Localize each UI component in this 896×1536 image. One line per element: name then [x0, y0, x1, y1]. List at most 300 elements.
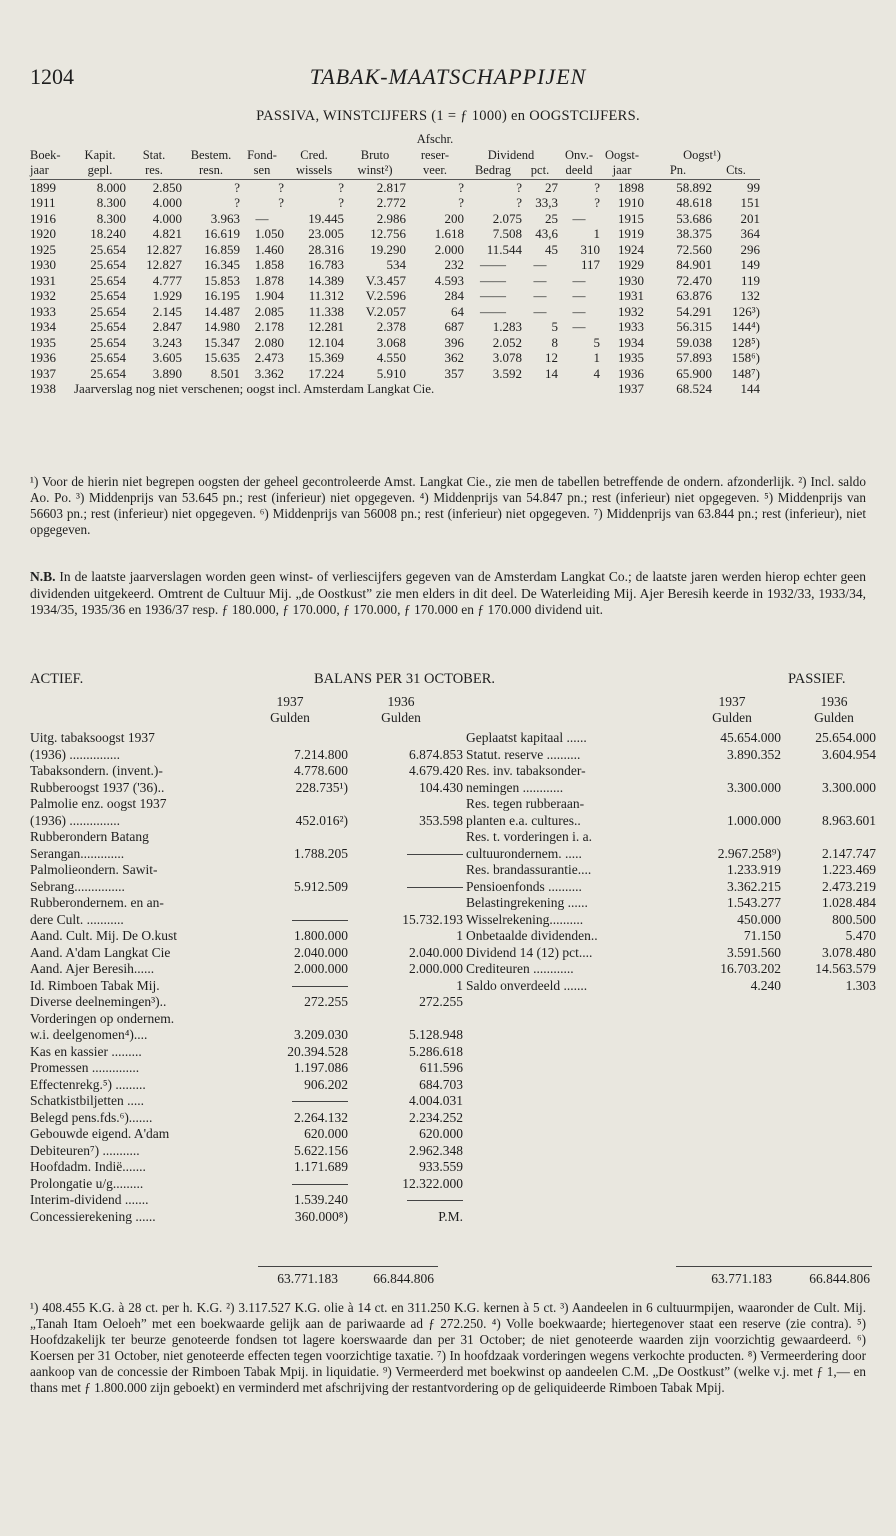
balance-row: [466, 829, 876, 846]
balance-item-label: Concessierekening ......: [30, 1208, 156, 1224]
table-cell: 8.300: [96, 195, 126, 210]
balance-item-label: Res. tegen rubberaan-: [466, 796, 585, 811]
table-cell: 25.654: [90, 288, 126, 303]
balance-row: [466, 912, 876, 929]
balance-item-label: Tabaksondern. (invent.)-: [30, 763, 163, 778]
balance-item-label: Promessen ..............: [30, 1060, 140, 1075]
balance-item-label: cultuurondernem. .....: [466, 845, 582, 861]
passief-list: [466, 730, 876, 994]
balance-row: [30, 1043, 463, 1061]
table-cell: 63.876: [676, 288, 712, 303]
balance-item-value: 4.778.600: [294, 763, 348, 778]
table-cell: 2.817: [376, 179, 406, 195]
balance-item-label: Prolongatie u/g.........: [30, 1175, 144, 1191]
table-header-row: [30, 132, 760, 148]
table-cell: 1930: [618, 272, 644, 288]
table-cell: 2.145: [152, 303, 182, 319]
balance-item-label: Rubberondern Batang: [30, 829, 149, 844]
balance-item-label: (1936) ...............: [30, 812, 120, 828]
table-cell: 144⁴): [731, 319, 760, 334]
table-cell: 25: [545, 210, 558, 226]
table-cell: 232: [444, 257, 464, 272]
balance-row: [466, 813, 876, 830]
column-header: [344, 132, 406, 148]
balance-item-value: 800.500: [832, 911, 876, 927]
table-cell: 27: [545, 179, 558, 195]
balance-item-value: 25.654.000: [815, 730, 876, 745]
table-cell: 1925: [30, 241, 56, 257]
column-header: [126, 132, 182, 148]
table-cell: 2.075: [492, 210, 522, 226]
balance-item-label: Wisselrekening..........: [466, 911, 584, 927]
balance-item-value: 4.004.031: [409, 1093, 463, 1108]
column-header: Fond-: [247, 147, 277, 162]
table-cell: 1931: [618, 288, 644, 303]
table-cell: 1937: [618, 381, 644, 396]
table-cell: ——: [480, 257, 506, 272]
column-header: Bestem.: [190, 147, 232, 162]
table-cell: 68.524: [676, 381, 712, 396]
table-cell: 1911: [30, 195, 56, 210]
table-row: [30, 226, 760, 242]
table-cell: 1937: [30, 365, 56, 381]
balance-row: [30, 1027, 463, 1044]
column-header: [284, 132, 344, 148]
balance-item-value: 5.286.618: [409, 1043, 463, 1059]
table-cell: 1916: [30, 210, 56, 226]
table-row: [30, 350, 760, 366]
balance-row: [466, 879, 876, 896]
table-cell: 3.890: [152, 365, 182, 381]
balance-footnotes: ¹) 408.455 K.G. à 28 ct. per h. K.G. ²) 3.117.527 K.G. olie à 14 ct. en 311.250 K.G. kernen à 5 ct. ³) Aandeelen in 6 cultuurmpijen, waaronder de Cult. Mij. „Tanah Itam Oeloeh” met een boekwaarde gelijk aan de pariwaarde ad ƒ 272.250. ⁴) Volle boekwaarde; hiertegenover staat een reserve (zie contra). ⁵) Hoofdzakelijk ter beurze genoteerde fondsen tot lagere koerswaarde dan per 31 October; de niet genoteerde waarden zijn voorzichtig gewaardeerd. ⁶) Koersen per 31 October, niet genoteerde effecten tegen voorzichtige taxatie. ⁷) In hoofdzaak vorderingen wegens verkochte producten. ⁸) Vermeerdering door aankoop van de concessie der Rimboen Tabak Mpij. in liquidatie. ⁹) Vermeerderd met boekwinst op aandeelen C.M. „De Oostkust” (welke v.j. met ƒ 1,— en thans met ƒ 1.800.000 zijn geboekt) en verminderd met afschrijving der restantvordering op de geliquideerde Rimboen Tabak Mpij.: [30, 1300, 866, 1395]
table-cell: 4.821: [152, 226, 182, 241]
balance-item-value: 906.202: [304, 1076, 348, 1092]
table-cell: ?: [338, 179, 344, 195]
balance-item-value: 1.303: [845, 977, 876, 993]
balance-item-value: 6.874.853: [409, 746, 463, 762]
column-header: [30, 132, 74, 148]
table-cell: 14.389: [308, 272, 344, 288]
balance-item-label: Aand. Cult. Mij. De O.kust: [30, 928, 177, 943]
balance-row: [466, 780, 876, 797]
balance-row: [466, 928, 876, 945]
table-row: [30, 288, 760, 304]
balance-item-value: 2.000.000: [294, 961, 348, 976]
column-header: [182, 132, 240, 148]
balance-item-label: Kas en kassier .........: [30, 1043, 142, 1059]
table-cell: 12.827: [146, 241, 182, 257]
balance-item-value: 2.234.252: [409, 1109, 463, 1125]
balance-row: [466, 747, 876, 764]
table-cell: 362: [444, 350, 464, 365]
table-cell: 16.783: [308, 257, 344, 272]
table-cell: 1.460: [254, 241, 284, 257]
table-cell: 1935: [30, 334, 56, 350]
balance-item-value: 450.000: [737, 911, 781, 927]
table-cell: 396: [444, 334, 464, 350]
balance-item-value: 3.300.000: [822, 779, 876, 795]
balance-row: [30, 879, 435, 896]
balance-item-label: Statut. reserve ..........: [466, 746, 581, 762]
balance-item-value: 933.559: [419, 1159, 463, 1174]
balance-item-label: Id. Rimboen Tabak Mij.: [30, 977, 160, 993]
balance-row: [466, 895, 876, 912]
table-row: [30, 179, 760, 195]
table-cell: ——: [480, 303, 506, 319]
balance-item-value: P.M.: [438, 1208, 463, 1224]
balance-item-label: Belastingrekening ......: [466, 895, 588, 910]
table-cell: 1.283: [492, 319, 522, 334]
balance-row: [30, 928, 463, 945]
table-cell: 310: [580, 241, 600, 257]
table-cell: ?: [278, 179, 284, 195]
column-header: Kapit.: [84, 147, 116, 162]
balance-item-value: 1.000.000: [727, 812, 781, 828]
table-cell: ?: [234, 179, 240, 195]
balance-item-label: Palmolie enz. oogst 1937: [30, 796, 167, 811]
table-cell: 128⁵): [731, 334, 760, 350]
column-header: pct.: [522, 163, 558, 179]
balance-item-value: 2.000.000: [409, 961, 463, 976]
balance-item-value: 611.596: [419, 1060, 463, 1075]
table-cell: 1919: [618, 226, 644, 241]
balance-item-value: 2.147.747: [822, 845, 876, 861]
balance-item-label: Hoofdadm. Indië.......: [30, 1159, 146, 1174]
table-cell: 16.619: [204, 226, 240, 241]
balance-item-value: 620.000: [419, 1126, 463, 1141]
table-cell: 2.473: [254, 350, 284, 365]
balance-item-value: 5.470: [845, 928, 876, 943]
table-footnotes: ¹) Voor de hierin niet begrepen oogsten der geheel gecontroleerde Amst. Langkat Cie., zie men de tabellen betreffende de ondern. afzonderlijk. ²) Incl. saldo Ao. Po. ³) Middenprijs van 53.645 pn.; rest (inferieur) niet opgegeven. ⁴) Middenprijs van 54.847 pn.; rest (inferieur) niet opgegeven. ⁵) Middenprijs van 56603 pn.; rest (inferieur) niet opgegeven. ⁶) Middenprijs van 56008 pn.; rest (inferieur) niet opgegeven. ⁷) Middenprijs van 63.844 pn.; rest (inferieur), niet opgegeven.: [30, 474, 866, 537]
table-cell: ——: [480, 272, 506, 288]
balance-item-value: 2.040.000: [294, 944, 348, 960]
column-header: [712, 132, 760, 148]
balance-item-value: 2.040.000: [409, 944, 463, 960]
table-cell: 687: [444, 319, 464, 334]
table-cell: 296: [740, 241, 760, 257]
table-cell: 18.240: [90, 226, 126, 241]
balance-item-label: Rubberoogst 1937 ('36)..: [30, 779, 165, 795]
column-header: [522, 132, 558, 148]
column-header: Oogst¹): [683, 147, 721, 162]
column-header: [644, 132, 712, 148]
balance-row: [30, 812, 463, 830]
table-cell: 25.654: [90, 319, 126, 334]
table-cell: 364: [740, 226, 760, 241]
balance-item-value: [373, 879, 463, 896]
balance-item-value: 1.233.919: [727, 862, 781, 877]
table-cell: 1.050: [254, 226, 284, 241]
table-cell: 2.847: [152, 319, 182, 334]
table-cell: 1.858: [254, 257, 284, 272]
table-cell: 3.243: [152, 334, 182, 350]
balance-title: BALANS PER 31 OCTOBER.: [314, 671, 496, 687]
balance-row: [30, 763, 463, 780]
balance-item-value: [373, 846, 463, 863]
balance-item-label: Aand. A'dam Langkat Cie: [30, 944, 171, 960]
table-cell: 54.291: [676, 303, 712, 319]
table-cell: 1930: [30, 257, 56, 272]
table-cell: 19.445: [308, 210, 344, 226]
table-row: [30, 211, 760, 227]
column-header: [74, 132, 126, 148]
table-cell: 15.635: [204, 350, 240, 365]
table-cell: 17.224: [308, 365, 344, 381]
table-cell: 148⁷): [731, 365, 760, 381]
balance-item-label: Res. t. vorderingen i. a.: [466, 829, 592, 844]
table-cell: 2.080: [254, 334, 284, 350]
column-header: Onv.-: [564, 147, 593, 162]
balance-row: [466, 978, 876, 995]
balance-row: [466, 763, 876, 780]
table-cell: —: [255, 210, 269, 226]
actief-year-1936: 1936 Gulden: [381, 694, 421, 725]
table-header-row: [30, 148, 760, 164]
table-cell: 25.654: [90, 334, 126, 350]
column-header: [558, 132, 600, 148]
table-cell: 1924: [618, 241, 644, 257]
table-cell: 158⁶): [731, 350, 760, 365]
balance-item-value: 20.394.528: [287, 1043, 348, 1059]
balance-row: [30, 1060, 463, 1077]
balance-row: [30, 1208, 463, 1226]
table-cell: 144: [740, 381, 760, 396]
nil-dash: [292, 1101, 348, 1102]
table-row: [30, 304, 760, 320]
balance-item-value: [373, 1192, 463, 1209]
balance-item-value: 3.890.352: [727, 746, 781, 762]
nb-text: In de laatste jaarverslagen worden geen winst- of verliescijfers gegeven van de Amsterdam Langkat Co.; de laatste jaren werden hierop echter geen dividenden uitgekeerd. Omtrent de Cultuur Mij. „de Oostkust” zie men elders in dit deel. De Waterleiding Mij. Ajer Beresih keerde in 1932/33, 1933/34, 1934/35, 1935/36 en 1936/37 resp. ƒ 180.000, ƒ 170.000, ƒ 170.000, ƒ 170.000 en ƒ 170.000 dividend uit.: [30, 569, 866, 617]
balance-item-value: 104.430: [419, 779, 463, 795]
table-cell: 8.501: [210, 365, 240, 381]
balance-item-label: Effectenrekg.⁵) .........: [30, 1076, 146, 1092]
table-cell: 357: [444, 365, 464, 381]
table-cell: 5: [593, 334, 600, 350]
balance-row: [30, 796, 435, 813]
table-cell: 3.605: [152, 350, 182, 365]
balance-item-value: 272.255: [419, 994, 463, 1009]
table-cell: 43,6: [535, 226, 558, 241]
balance-item-value: 228.735¹): [295, 779, 348, 795]
balance-item-label: Pensioenfonds ..........: [466, 878, 582, 894]
balance-item-label: Saldo onverdeeld .......: [466, 977, 588, 993]
table-cell: 2.378: [376, 319, 406, 334]
table-cell: ?: [594, 195, 600, 210]
balance-item-value: 4.679.420: [409, 763, 463, 778]
balance-row: [466, 862, 876, 879]
balance-row: [30, 961, 463, 978]
table-cell: 12: [545, 350, 558, 365]
balance-item-label: nemingen ............: [466, 779, 564, 795]
balance-item-value: 71.150: [743, 928, 781, 943]
column-header: Boek-: [30, 147, 61, 162]
table-cell: 1929: [618, 257, 644, 272]
table-cell: ?: [516, 195, 522, 210]
balance-item-label: dere Cult. ...........: [30, 911, 124, 927]
table-cell: 25.654: [90, 303, 126, 319]
table-cell: 5.910: [376, 365, 406, 381]
balance-item-value: 2.967.258⁹): [717, 845, 781, 861]
nil-dash: [292, 920, 348, 921]
balance-item-value: 5.128.948: [409, 1027, 463, 1042]
table-cell: 1934: [30, 319, 56, 334]
balance-item-value: 3.362.215: [727, 878, 781, 894]
actief-sum-rule: [258, 1266, 438, 1267]
balance-row: [466, 796, 876, 813]
balance-item-label: Belegd pens.fds.⁶).......: [30, 1109, 153, 1125]
balance-item-value: 684.703: [419, 1076, 463, 1092]
balance-item-label: Serangan.............: [30, 845, 125, 861]
passief-total-1936: 66.844.806: [809, 1271, 870, 1286]
balance-item-label: Diverse deelnemingen³)..: [30, 994, 167, 1009]
balance-item-value: 1.800.000: [294, 928, 348, 943]
table-cell: 1898: [618, 179, 644, 195]
balance-item-value: 12.322.000: [402, 1175, 463, 1191]
balance-item-value: 2.264.132: [294, 1109, 348, 1125]
table-cell: 1920: [30, 226, 56, 241]
balance-item-label: Onbetaalde dividenden..: [466, 928, 598, 943]
balance-item-label: Rubberondernem. en an-: [30, 895, 164, 910]
column-header: gepl.: [74, 163, 126, 179]
actief-total-1936: 66.844.806: [373, 1271, 434, 1286]
balance-item-value: 1.028.484: [822, 895, 876, 910]
passief-label: PASSIEF.: [788, 671, 846, 687]
table-cell: ——: [480, 288, 506, 303]
balance-item-value: 15.732.193: [402, 911, 463, 927]
table-cell: 99: [747, 179, 760, 195]
balance-item-value: 16.703.202: [720, 961, 781, 976]
balance-row: [30, 1159, 463, 1176]
balance-item-label: Res. brandassurantie....: [466, 862, 592, 877]
table-cell: 534: [386, 257, 406, 272]
balance-item-value: [258, 1176, 348, 1193]
table-cell: ?: [278, 195, 284, 210]
balance-row: [30, 1011, 435, 1028]
nil-dash: [292, 1184, 348, 1185]
table-cell: 126³): [732, 303, 760, 319]
table-cell: 1932: [618, 303, 644, 319]
table-cell: 4.777: [152, 272, 182, 288]
table-cell: 2.850: [152, 179, 182, 195]
table-cell: —: [572, 319, 586, 334]
table-cell: 11.312: [308, 288, 344, 303]
table-cell: 16.345: [204, 257, 240, 272]
table-cell: 2.085: [254, 303, 284, 319]
column-header: Afschr.: [416, 132, 454, 146]
nil-dash: [407, 887, 463, 888]
table-cell: 3.068: [376, 334, 406, 350]
balance-item-value: 3.604.954: [822, 746, 876, 762]
balance-item-value: 3.078.480: [822, 944, 876, 960]
balance-item-label: Debiteuren⁷) ...........: [30, 1142, 140, 1158]
nb-label: N.B.: [30, 569, 56, 584]
balance-row: [30, 1109, 463, 1127]
table-cell: 5: [551, 319, 558, 334]
balance-item-value: 1: [456, 928, 463, 943]
table-row: [30, 195, 760, 211]
table-cell: 19.290: [370, 241, 406, 257]
balance-item-value: 272.255: [304, 994, 348, 1009]
table-cell: 2.772: [376, 195, 406, 210]
balance-item-value: [258, 978, 348, 995]
balance-row: [30, 779, 463, 797]
table-cell: 14: [545, 365, 558, 381]
table-cell: 3.362: [254, 365, 284, 381]
table-cell: 25.654: [90, 272, 126, 288]
table-cell: 45: [545, 241, 558, 257]
column-header: [600, 132, 644, 148]
table-row: [30, 319, 760, 335]
table-cell: —: [572, 272, 586, 288]
table-cell: 11.544: [486, 241, 522, 257]
column-header: wissels: [284, 163, 344, 179]
table-cell: 2.000: [434, 241, 464, 257]
table-cell: 3.078: [492, 350, 522, 365]
balance-row: [466, 730, 876, 747]
table-cell: 48.618: [676, 195, 712, 210]
balance-item-value: 3.209.030: [294, 1027, 348, 1042]
balance-item-label: Aand. Ajer Beresih......: [30, 961, 155, 976]
actief-list: [30, 730, 463, 1225]
table-cell: 23.005: [308, 226, 344, 241]
table-cell: 1: [593, 226, 600, 241]
balance-item-value: 4.240: [750, 977, 781, 993]
balance-row: [466, 846, 876, 863]
table-cell: 8.000: [96, 179, 126, 195]
table-cell: 56.315: [676, 319, 712, 334]
actief-total-1937: 63.771.183: [277, 1271, 338, 1286]
table-cell: 1.878: [254, 272, 284, 288]
balance-item-label: Gebouwde eigend. A'dam: [30, 1126, 170, 1141]
column-header: Oogst-: [604, 147, 640, 162]
nil-dash: [292, 986, 348, 987]
column-header: sen: [240, 163, 284, 179]
passief-year-1936: 1936 Gulden: [814, 694, 854, 725]
balance-item-value: [258, 1093, 348, 1110]
table-cell: —: [572, 303, 586, 319]
table-cell: 25.654: [90, 257, 126, 272]
balance-item-value: 452.016²): [295, 812, 348, 828]
table-cell: ?: [458, 179, 464, 195]
balance-item-label: Dividend 14 (12) pct....: [466, 944, 593, 960]
table-cell: 72.560: [676, 241, 712, 257]
balance-row: [30, 944, 463, 962]
table-cell: 1934: [618, 334, 644, 350]
balance-item-label: Res. inv. tabaksonder-: [466, 763, 586, 778]
balance-row: [30, 1142, 463, 1160]
balance-item-value: 1.539.240: [294, 1192, 348, 1207]
table-cell: ?: [594, 179, 600, 195]
table-cell: 149: [740, 257, 760, 272]
column-header: jaar: [30, 163, 74, 179]
table-row: [30, 273, 760, 289]
table-cell: 7.508: [492, 226, 522, 241]
balance-item-value: 5.622.156: [294, 1142, 348, 1158]
table-cell: 14.487: [204, 303, 240, 319]
table-cell: ?: [234, 195, 240, 210]
balance-item-label: Sebrang...............: [30, 878, 125, 894]
balance-item-value: 1.197.086: [294, 1060, 348, 1075]
table-cell: 8.300: [96, 210, 126, 226]
balance-item-value: 1.171.689: [294, 1159, 348, 1174]
balance-item-value: 1: [456, 977, 463, 993]
table-cell: 2.052: [492, 334, 522, 350]
column-header: resn.: [182, 163, 240, 179]
table-cell: 38.375: [676, 226, 712, 241]
balance-item-label: w.i. deelgenomen⁴)....: [30, 1027, 148, 1042]
balance-row: [30, 911, 463, 929]
table-cell: 1936: [618, 365, 644, 381]
